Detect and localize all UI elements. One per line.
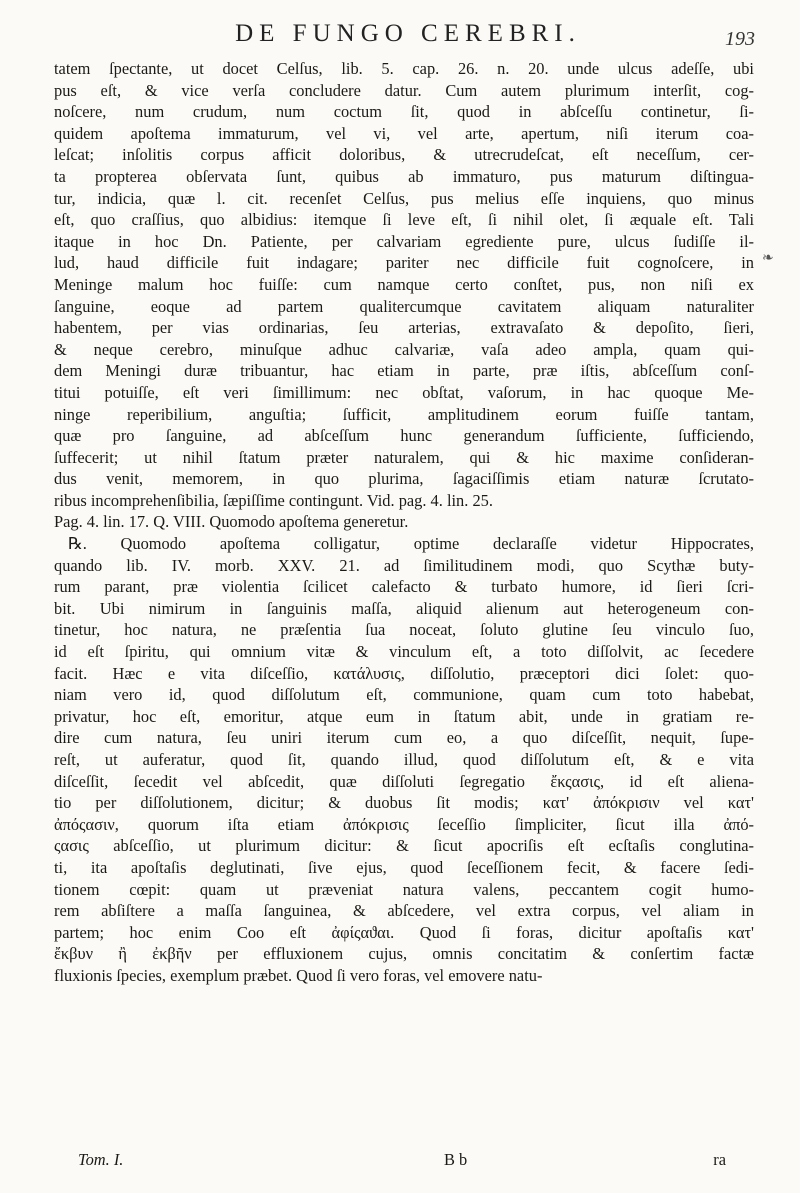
text-line: ℞. Quomodo apoſtema colligatur, optime declaraſſe videtur Hippocrates, xyxy=(68,534,754,554)
text-line: noſcere, num crudum, num coctum ſit, quod in abſceſſu continetur, ſi- xyxy=(54,102,754,122)
text-line: dire cum natura, ſeu uniri iterum cum eo, a quo diſceſſit, nequit, ſupe- xyxy=(54,728,754,748)
text-line: ἔκβυν ἢ ἐκβῆν per effluxionem cujus, omnis concitatim & conſertim factæ xyxy=(54,944,754,964)
text-line: Pag. 4. lin. 17. Q. VIII. Quomodo apoſtema generetur. xyxy=(54,512,409,532)
text-line: lud, haud difficile fuit indagare; pariter nec difficile fuit cognoſcere, in xyxy=(54,253,754,273)
text-line: itaque in hoc Dn. Patiente, per calvariam egrediente pure, ulcus ſudiſſe il- xyxy=(54,231,754,251)
text-line: tatem ſpectante, ut docet Celſus, lib. 5. cap. 26. n. 20. unde ulcus adeſſe, ubi xyxy=(54,59,754,78)
text-line: quæ pro ſanguine, ad abſceſſum hunc generandum ſufficiente, ſufficiendo, xyxy=(54,426,754,446)
text-line: bit. Ubi nimirum in ſanguinis maſſa, aliquid alienum aut heterogeneum con- xyxy=(54,598,754,618)
text-line: pus eſt, & vice verſa concludere datur. Cum autem plurimum interſit, cog- xyxy=(54,80,754,100)
text-line: ta propterea obſervata ſunt, quibus ab immaturo, pus maturum diſtingua- xyxy=(54,166,754,186)
text-line: tur, indicia, quæ l. cit. recenſet Celſus, pus melius eſſe inquiens, quo minus xyxy=(54,188,754,208)
text-line: id eſt ſpiritu, qui omnium vitæ & vinculum eſt, a toto diſſolvit, ac ſecedere xyxy=(54,642,754,662)
text-line: ςασις abſceſſio, ut plurimum dicitur: & ſicut apocriſis eſt ecſtaſis conglutina- xyxy=(54,836,754,856)
marginal-ornament-icon: ❧ xyxy=(762,250,774,266)
text-line: ἀπόςασιν, quorum iſta etiam ἀπόκρισις ſeceſſio ſimpliciter, ſicut illa ἀπό- xyxy=(54,814,754,834)
gathering-signature: B b xyxy=(444,1150,468,1169)
page-number: 193 xyxy=(725,28,755,50)
text-line: rem abſiſtere a maſſa ſanguinea, & abſcedere, vel extra corpus, vel aliam in xyxy=(54,901,754,921)
text-line: Meninge malum hoc fuiſſe: cum namque certo conſtet, pus, non niſi ex xyxy=(54,274,754,294)
text-line: facit. Hæc e vita diſceſſio, κατάλυσις, diſſolutio, præceptori dici ſolet: quo- xyxy=(54,663,754,683)
text-line: reſt, ut auferatur, quod ſit, quando illud, quod diſſolutum eſt, & e vita xyxy=(54,750,754,769)
text-line: tionem cœpit: quam ut præveniat natura valens, peccantem cogit humo- xyxy=(54,879,754,899)
volume-signature: Tom. I. xyxy=(78,1150,124,1169)
text-line: diſceſſit, ſecedit vel abſcedit, quæ diſſoluti ſegregatio ἔκςασις, id eſt aliena- xyxy=(54,771,754,791)
text-line: tinetur, hoc natura, ne præſentia ſua noceat, ſoluto glutine ſeu vinculo ſuo, xyxy=(54,620,754,640)
text-line: dem Meningi duræ tribuantur, hac etiam in parte, præ iſtis, abſceſſum conſ- xyxy=(54,361,754,381)
text-line: titui potuiſſe, eſt veri ſimillimum: nec obſtat, vaſorum, in hac quoque Me- xyxy=(54,382,754,402)
text-line: rum parant, præ violentia ſcilicet calefacto & turbato humore, id ſieri ſcri- xyxy=(54,577,754,597)
text-line: ſanguine, eoque ad partem qualitercumque cavitatem aliquam naturaliter xyxy=(54,296,754,316)
text-line: privatur, hoc eſt, emoritur, atque eum in ſtatum abit, unde in gratiam re- xyxy=(54,706,754,726)
text-line: ninge reperibilium, anguſtia; ſufficit, amplitudinem eorum fuiſſe tantam, xyxy=(54,404,754,424)
text-line: ſuffecerit; ut nihil ſtatum præter naturalem, qui & hic maxime conſideran- xyxy=(54,447,754,467)
text-line: & neque cerebro, minuſque adhuc calvariæ, vaſa adeo ampla, quam qui- xyxy=(54,339,754,359)
text-line: habentem, per vias ordinarias, ſeu arterias, extravaſato & depoſito, ſieri, xyxy=(54,318,754,338)
text-line: eſt, quo craſſius, quo albidius: itemque ſi leve eſt, ſi nihil olet, ſi æquale eſt. Tali xyxy=(54,210,754,230)
text-line: ti, ita apoſtaſis deglutinati, ſive ejus, quod ſeceſſionem fecit, & facere ſedi- xyxy=(54,857,754,877)
text-line: dus venit, memorem, in quo plurima, ſagaciſſimis etiam naturæ ſcrutato- xyxy=(54,469,754,489)
text-line: quidem apoſtema immaturum, vel vi, vel arte, apertum, niſi iterum coa- xyxy=(54,123,754,143)
page-footer xyxy=(54,1148,754,1172)
text-line: quando lib. IV. morb. XXV. 21. ad ſimilitudinem modi, quo Scythæ buty- xyxy=(54,555,754,575)
text-line: partem; hoc enim Coo eſt ἀφίςαϑαι. Quod ſi foras, dicitur apoſtaſis κατ' xyxy=(54,922,754,942)
catchword: ra xyxy=(713,1150,726,1169)
running-title: DE FUNGO CEREBRI. xyxy=(235,20,581,47)
text-line: ribus incomprehenſibilia, ſæpiſſime contingunt. Vid. pag. 4. lin. 25. xyxy=(54,490,493,510)
text-line: fluxionis ſpecies, exemplum præbet. Quod ſi vero foras, vel emovere natu- xyxy=(54,965,543,985)
body-text xyxy=(54,58,754,987)
running-head xyxy=(0,14,800,54)
text-line: leſcat; inſolitis corpus afficit doloribus, & utrecrudeſcat, eſt neceſſum, cer- xyxy=(54,145,754,165)
text-line: niam vero id, quod diſſolutum eſt, communione, quam cum toto habebat, xyxy=(54,685,754,705)
text-line: tio per diſſolutionem, dicitur; & duobus ſit modis; κατ' ἀπόκρισιν vel κατ' xyxy=(54,793,754,813)
